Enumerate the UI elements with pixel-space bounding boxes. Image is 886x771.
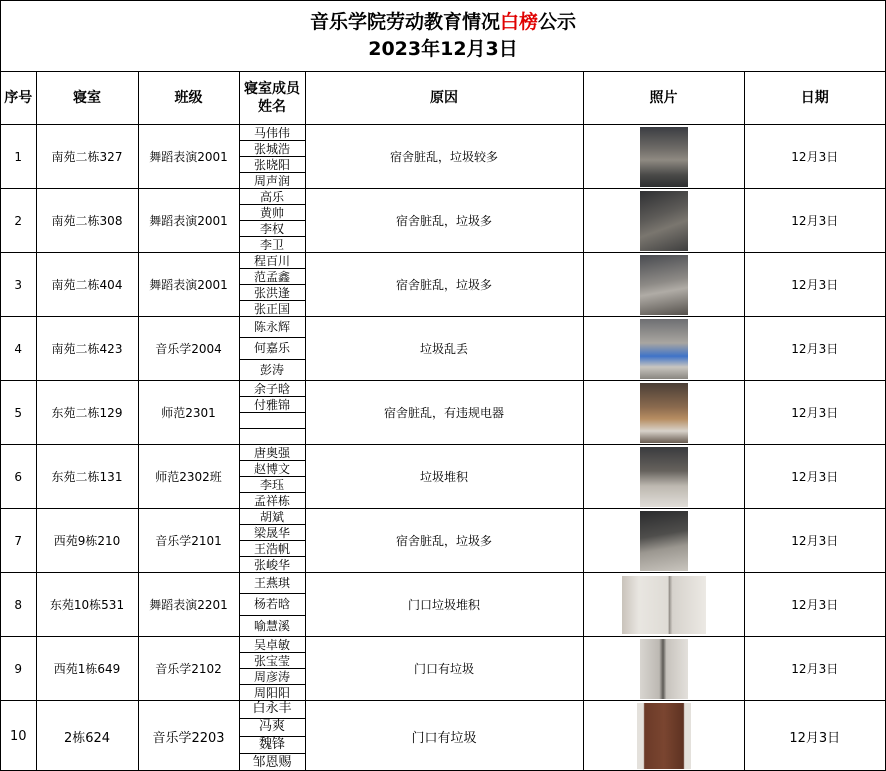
row-date: 12月3日 xyxy=(744,381,885,445)
header-members-line2: 姓名 xyxy=(258,99,286,115)
row-members xyxy=(239,509,305,573)
row-class: 舞蹈表演2001 xyxy=(138,189,239,253)
row-index: 10 xyxy=(1,701,36,771)
row-index: 2 xyxy=(1,189,36,253)
member-name: 魏锋 xyxy=(240,736,305,754)
row-index: 8 xyxy=(1,573,36,637)
trash-at-brown-door-photo xyxy=(637,703,691,769)
header-index: 序号 xyxy=(1,72,36,125)
member-list xyxy=(240,637,305,700)
row-reason: 宿舍脏乱，垃圾多 xyxy=(305,253,583,317)
member-name: 张洪逢 xyxy=(240,284,305,300)
title-suffix: 公示 xyxy=(538,11,577,33)
row-members xyxy=(239,381,305,445)
member-name: 范孟鑫 xyxy=(240,268,305,284)
member-name: 周声润 xyxy=(240,172,305,188)
blacklist-table xyxy=(1,72,885,771)
member-list xyxy=(240,189,305,252)
table-row xyxy=(1,509,885,573)
member-name: 吴卓敏 xyxy=(253,637,290,652)
member-name: 黄帅 xyxy=(240,204,305,220)
row-reason: 宿舍脏乱，垃圾较多 xyxy=(305,125,583,189)
title-line-1 xyxy=(310,9,576,36)
row-members xyxy=(239,637,305,701)
member-name: 李珏 xyxy=(240,476,305,492)
member-name xyxy=(240,412,305,428)
member-list xyxy=(240,381,305,444)
member-list xyxy=(240,125,305,188)
row-reason: 垃圾乱丢 xyxy=(305,317,583,381)
member-name: 孟祥栋 xyxy=(240,492,305,508)
row-photo xyxy=(583,189,744,253)
member-name xyxy=(240,428,305,444)
row-date: 12月3日 xyxy=(744,509,885,573)
row-reason: 宿舍脏乱，垃圾多 xyxy=(305,509,583,573)
row-dorm: 东苑二栋131 xyxy=(36,445,138,509)
header-members-line1: 寝室成员 xyxy=(244,81,300,97)
row-photo xyxy=(583,701,744,771)
member-name: 高乐 xyxy=(259,189,284,204)
row-reason: 门口垃圾堆积 xyxy=(305,573,583,637)
row-index: 4 xyxy=(1,317,36,381)
trash-on-desk-photo xyxy=(640,319,688,379)
table-row xyxy=(1,253,885,317)
member-name: 李权 xyxy=(240,220,305,236)
row-date: 12月3日 xyxy=(744,317,885,381)
row-members xyxy=(239,125,305,189)
table-row xyxy=(1,125,885,189)
row-date: 12月3日 xyxy=(744,445,885,509)
row-photo xyxy=(583,637,744,701)
row-photo xyxy=(583,509,744,573)
member-name: 邹恩赐 xyxy=(240,753,305,771)
row-class: 舞蹈表演2201 xyxy=(138,573,239,637)
row-date: 12月3日 xyxy=(744,701,885,771)
table-row xyxy=(1,317,885,381)
row-photo xyxy=(583,573,744,637)
member-list xyxy=(240,573,305,636)
header-reason: 原因 xyxy=(305,72,583,125)
member-name: 唐奥强 xyxy=(253,445,290,460)
row-index: 5 xyxy=(1,381,36,445)
row-members xyxy=(239,253,305,317)
row-dorm: 东苑10栋531 xyxy=(36,573,138,637)
row-class: 舞蹈表演2001 xyxy=(138,253,239,317)
member-name: 张晓阳 xyxy=(240,156,305,172)
title-date: 2023年12月3日 xyxy=(368,38,518,60)
row-dorm: 南苑二栋327 xyxy=(36,125,138,189)
row-photo xyxy=(583,125,744,189)
row-dorm: 西苑9栋210 xyxy=(36,509,138,573)
row-date: 12月3日 xyxy=(744,125,885,189)
member-name: 张峻华 xyxy=(240,556,305,572)
member-name: 余子晗 xyxy=(253,381,290,396)
member-name: 周阳阳 xyxy=(240,684,305,700)
row-class: 音乐学2102 xyxy=(138,637,239,701)
row-class: 音乐学2101 xyxy=(138,509,239,573)
row-photo xyxy=(583,253,744,317)
table-row xyxy=(1,573,885,637)
row-date: 12月3日 xyxy=(744,253,885,317)
row-members xyxy=(239,701,305,771)
member-name: 彭涛 xyxy=(240,359,305,380)
title-highlight: 白榜 xyxy=(499,11,538,33)
member-name: 周彦涛 xyxy=(240,668,305,684)
member-name: 陈永辉 xyxy=(253,320,290,335)
member-name: 赵博文 xyxy=(240,460,305,476)
trash-at-door-photo xyxy=(640,639,688,699)
member-name: 杨若晗 xyxy=(240,593,305,614)
row-index: 7 xyxy=(1,509,36,573)
row-index: 1 xyxy=(1,125,36,189)
piled-trash-photo xyxy=(640,447,688,507)
member-name: 王浩帆 xyxy=(240,540,305,556)
row-class: 师范2301 xyxy=(138,381,239,445)
member-list xyxy=(240,509,305,572)
row-photo xyxy=(583,317,744,381)
messy-dorm-room-photo xyxy=(640,127,688,187)
row-dorm: 南苑二栋404 xyxy=(36,253,138,317)
messy-dorm-room-photo xyxy=(640,511,688,571)
member-name: 白永丰 xyxy=(252,701,292,717)
row-class: 音乐学2004 xyxy=(138,317,239,381)
header-photo: 照片 xyxy=(583,72,744,125)
row-photo xyxy=(583,381,744,445)
row-photo xyxy=(583,445,744,509)
row-date: 12月3日 xyxy=(744,573,885,637)
table-row xyxy=(1,701,885,771)
row-dorm: 南苑二栋423 xyxy=(36,317,138,381)
member-name: 冯爽 xyxy=(240,718,305,736)
row-class: 音乐学2203 xyxy=(138,701,239,771)
member-name: 何嘉乐 xyxy=(240,337,305,358)
row-dorm: 西苑1栋649 xyxy=(36,637,138,701)
member-list xyxy=(240,701,305,771)
row-members xyxy=(239,573,305,637)
member-name: 付雅锦 xyxy=(240,396,305,412)
row-members xyxy=(239,317,305,381)
row-class: 舞蹈表演2001 xyxy=(138,125,239,189)
member-name: 喻慧溪 xyxy=(240,615,305,636)
row-members xyxy=(239,445,305,509)
member-name: 张正国 xyxy=(240,300,305,316)
member-list xyxy=(240,253,305,316)
row-members xyxy=(239,189,305,253)
messy-dorm-room-photo xyxy=(640,255,688,315)
header-date: 日期 xyxy=(744,72,885,125)
row-date: 12月3日 xyxy=(744,189,885,253)
title-block xyxy=(1,1,885,72)
row-index: 3 xyxy=(1,253,36,317)
member-name: 王燕琪 xyxy=(253,576,290,591)
table-row xyxy=(1,189,885,253)
row-dorm: 东苑二栋129 xyxy=(36,381,138,445)
header-dorm: 寝室 xyxy=(36,72,138,125)
member-name: 张宝莹 xyxy=(240,652,305,668)
header-members xyxy=(239,72,305,125)
member-list xyxy=(240,317,305,380)
table-body xyxy=(1,125,885,771)
row-dorm: 2栋624 xyxy=(36,701,138,771)
row-reason: 垃圾堆积 xyxy=(305,445,583,509)
member-list xyxy=(240,445,305,508)
member-name: 胡斌 xyxy=(259,509,284,524)
table-row xyxy=(1,445,885,509)
header-row xyxy=(1,72,885,125)
member-name: 张城浩 xyxy=(240,140,305,156)
row-index: 9 xyxy=(1,637,36,701)
member-name: 梁晟华 xyxy=(240,524,305,540)
row-reason: 宿舍脏乱，有违规电器 xyxy=(305,381,583,445)
title-text: 音乐学院劳动教育情况 xyxy=(309,11,500,33)
row-reason: 门口有垃圾 xyxy=(305,701,583,771)
dorm-appliance-photo xyxy=(640,383,688,443)
member-name: 李卫 xyxy=(240,236,305,252)
row-dorm: 南苑二栋308 xyxy=(36,189,138,253)
row-index: 6 xyxy=(1,445,36,509)
table-row xyxy=(1,637,885,701)
row-reason: 宿舍脏乱，垃圾多 xyxy=(305,189,583,253)
header-class: 班级 xyxy=(138,72,239,125)
member-name: 程百川 xyxy=(253,253,290,268)
row-class: 师范2302班 xyxy=(138,445,239,509)
row-date: 12月3日 xyxy=(744,637,885,701)
messy-dorm-room-photo xyxy=(640,191,688,251)
trash-at-door-photo xyxy=(622,576,706,634)
row-reason: 门口有垃圾 xyxy=(305,637,583,701)
member-name: 马伟伟 xyxy=(253,125,290,140)
table-row xyxy=(1,381,885,445)
